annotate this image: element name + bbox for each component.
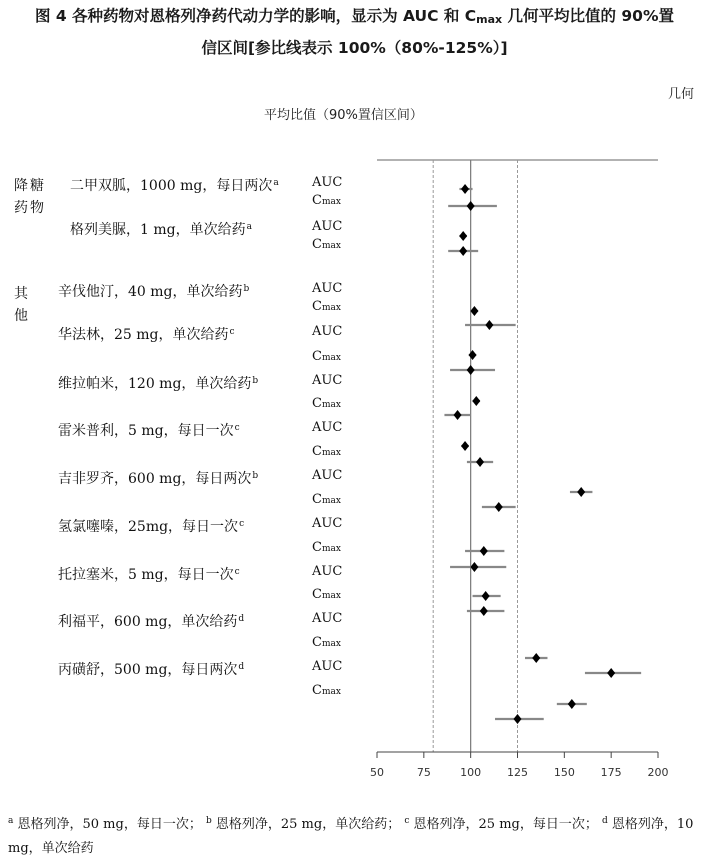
cmax-c: C [312, 540, 322, 555]
cmax-sub: max [321, 197, 341, 207]
auc-label: AUC [312, 659, 343, 674]
drug-note: a [273, 178, 279, 188]
title-line2: 信区间[参比线表示 100%（80%-125%）] [201, 39, 508, 57]
title-line1-suffix: 几何平均比值的 90%置 [502, 7, 674, 25]
drug-note: c [234, 423, 240, 433]
footnote-c: 恩格列净，25 mg，每日一次； [409, 817, 598, 832]
title-sub: max [476, 13, 503, 26]
cmax-c: C [312, 396, 322, 411]
auc-label: AUC [312, 324, 343, 339]
cmax-c: C [312, 444, 322, 459]
footnote-a-mark: a [8, 816, 14, 826]
geo-mean-label: 几何 [668, 87, 695, 102]
drug-name: 吉非罗齐，600 mg，每日两次 [58, 471, 252, 487]
auc-label: AUC [312, 373, 343, 388]
estimate-diamond [514, 714, 522, 724]
drug-note: c [229, 327, 235, 337]
footnote-d-mark: d [602, 816, 608, 826]
estimate-diamond [459, 246, 467, 256]
estimate-diamond [459, 231, 467, 241]
group-other: 其他 [14, 286, 30, 324]
drug-note: d [238, 614, 245, 624]
cmax-sub: max [321, 544, 341, 554]
drug-note: b [252, 376, 259, 386]
group-antidiabetic: 降糖药物 [14, 178, 46, 216]
cmax-sub: max [321, 496, 341, 506]
drug-name: 利福平，600 mg，单次给药 [58, 614, 238, 630]
title-line1: 图 4 各种药物对恩格列净药代动力学的影响，显示为 AUC 和 C [34, 7, 477, 25]
estimate-diamond [577, 487, 585, 497]
x-tick-label: 125 [507, 766, 528, 779]
x-tick-label: 200 [647, 766, 669, 779]
cmax-sub: max [321, 639, 341, 649]
estimate-diamond [461, 441, 469, 451]
cmax-sub: max [321, 687, 341, 697]
cmax-sub: max [321, 448, 341, 458]
cmax-sub: max [321, 591, 341, 601]
footnote-d: 恩格列净，10 mg，单次给药 [8, 817, 694, 856]
drug-name: 格列美脲，1 mg，单次给药 [70, 222, 246, 238]
cmax-c: C [312, 587, 322, 602]
auc-label: AUC [312, 564, 343, 579]
estimate-diamond [495, 502, 503, 512]
x-tick-label: 100 [460, 766, 482, 779]
drug-name: 雷米普利，5 mg，每日一次 [58, 423, 234, 439]
auc-label: AUC [312, 420, 343, 435]
estimate-diamond [461, 184, 469, 194]
cmax-c: C [312, 683, 322, 698]
auc-label: AUC [312, 219, 343, 234]
footnote-a: 恩格列净，50 mg，每日一次； [13, 817, 202, 832]
footnote [8, 809, 704, 861]
estimate-diamond [607, 668, 615, 678]
ratio-label: 平均比值（90%置信区间） [264, 108, 423, 123]
drug-name: 托拉塞米，5 mg，每日一次 [58, 567, 234, 583]
cmax-c: C [312, 193, 322, 208]
cmax-c: C [312, 349, 322, 364]
auc-label: AUC [312, 516, 343, 531]
auc-label: AUC [312, 468, 343, 483]
estimate-diamond [467, 201, 475, 211]
estimate-diamond [476, 457, 484, 467]
drug-name: 辛伐他汀，40 mg，单次给药 [58, 284, 243, 300]
estimate-diamond [472, 396, 480, 406]
estimate-diamond [482, 591, 490, 601]
x-tick-label: 175 [600, 766, 622, 779]
footnote-c-mark: c [404, 816, 410, 826]
drug-note: b [252, 471, 259, 481]
cmax-c: C [312, 492, 322, 507]
drug-note: c [239, 519, 245, 529]
auc-label: AUC [312, 281, 343, 296]
estimate-diamond [470, 562, 478, 572]
cmax-c: C [312, 299, 322, 314]
estimate-diamond [469, 350, 477, 360]
estimate-diamond [470, 306, 478, 316]
estimate-diamond [485, 320, 493, 330]
cmax-sub: max [321, 241, 341, 251]
footnote-b: 恩格列净，25 mg，单次给药； [211, 817, 401, 832]
drug-note: a [246, 222, 252, 232]
drug-name: 丙磺舒，500 mg，每日两次 [58, 662, 238, 678]
estimate-diamond [480, 606, 488, 616]
estimate-diamond [467, 365, 475, 375]
estimate-diamond [454, 410, 462, 420]
auc-label: AUC [312, 175, 343, 190]
x-tick-label: 150 [553, 766, 575, 779]
drug-note: d [238, 662, 245, 672]
auc-label: AUC [312, 611, 343, 626]
x-tick-label: 50 [370, 766, 384, 779]
x-tick-label: 75 [416, 766, 431, 779]
cmax-sub: max [321, 353, 341, 363]
drug-name: 二甲双胍，1000 mg，每日两次 [70, 178, 273, 194]
cmax-sub: max [321, 400, 341, 410]
cmax-sub: max [321, 303, 341, 313]
drug-note: c [234, 567, 240, 577]
estimate-diamond [480, 546, 488, 556]
estimate-diamond [532, 653, 540, 663]
drug-name: 华法林，25 mg，单次给药 [58, 327, 229, 343]
footnote-b-mark: b [205, 816, 212, 826]
drug-name: 维拉帕米，120 mg，单次给药 [58, 376, 252, 392]
estimate-diamond [568, 699, 576, 709]
cmax-c: C [312, 635, 322, 650]
drug-note: b [243, 284, 250, 294]
cmax-c: C [312, 237, 322, 252]
drug-name: 氢氯噻嗪，25mg，每日一次 [58, 519, 239, 535]
